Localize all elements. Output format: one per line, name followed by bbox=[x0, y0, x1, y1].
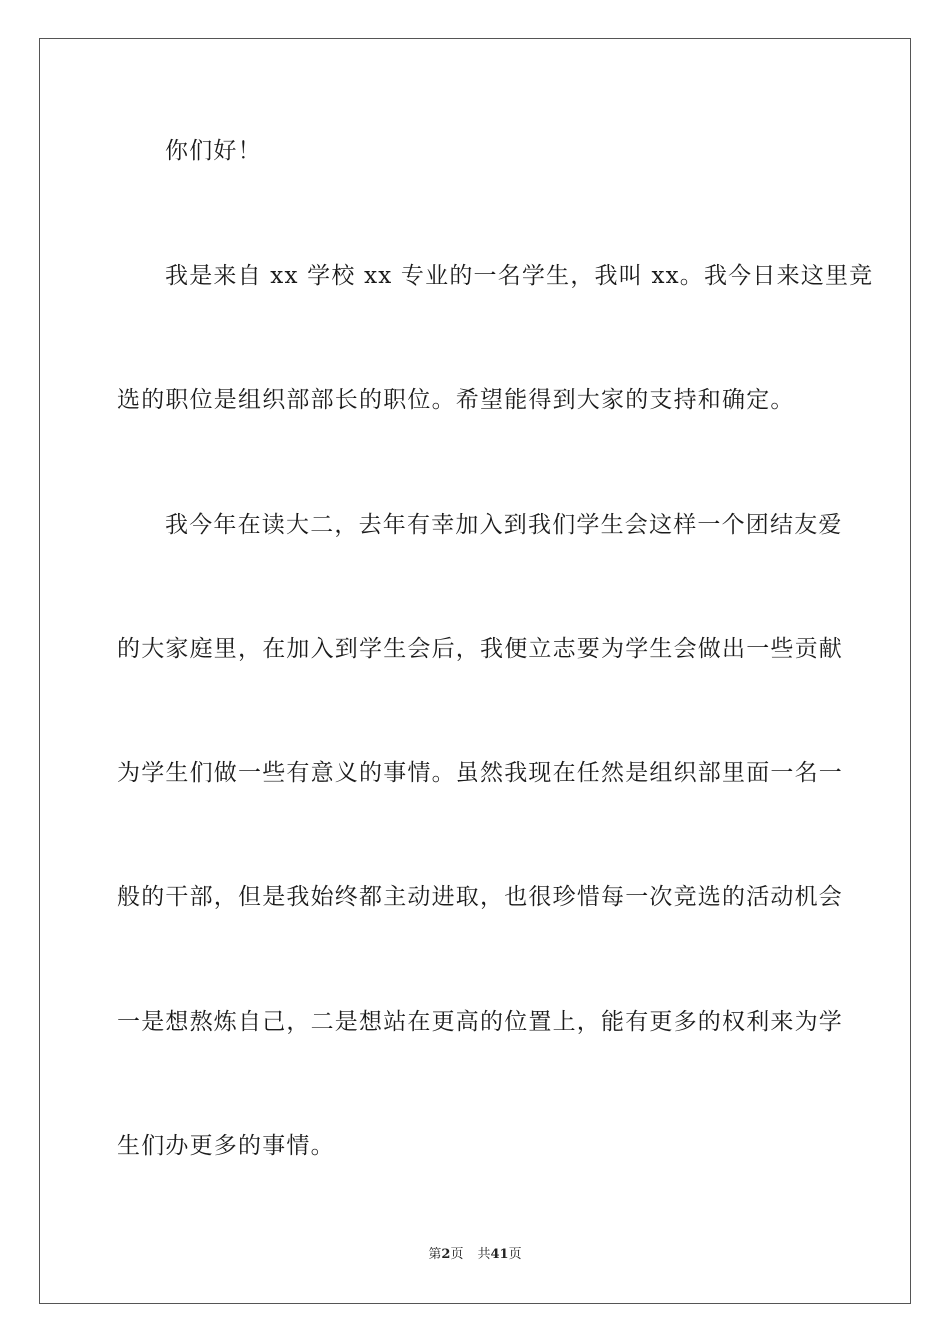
page-border bbox=[39, 38, 911, 1304]
paragraph-1-line-1: 我是来自 xx 学校 xx 专业的一名学生，我叫 xx。我今日来这里竞 bbox=[165, 263, 874, 289]
paragraph-2-line-1: 我今年在读大二，去年有幸加入到我们学生会这样一个团结友爱 bbox=[165, 512, 843, 538]
paragraph-2-line-3: 为学生们做一些有意义的事情。虽然我现在任然是组织部里面一名一 bbox=[117, 760, 843, 786]
paragraph-2-line-4: 般的干部，但是我始终都主动进取，也很珍惜每一次竞选的活动机会 bbox=[117, 884, 843, 910]
page-total-count: 41 bbox=[490, 1247, 509, 1262]
page-total-prefix: 共 bbox=[477, 1247, 491, 1262]
page-total-suffix: 页 bbox=[508, 1247, 522, 1262]
paragraph-1-line-2: 选的职位是组织部部长的职位。希望能得到大家的支持和确定。 bbox=[117, 387, 795, 413]
page-number-current: 2 bbox=[441, 1247, 451, 1262]
page-number-prefix: 第 bbox=[428, 1247, 442, 1262]
greeting-line: 你们好！ bbox=[165, 138, 262, 164]
paragraph-2-line-5: 一是想熬炼自己，二是想站在更高的位置上，能有更多的权利来为学 bbox=[117, 1009, 843, 1035]
page-number-suffix: 页 bbox=[450, 1247, 464, 1262]
paragraph-2-line-6: 生们办更多的事情。 bbox=[117, 1133, 335, 1159]
page-footer bbox=[0, 1246, 950, 1264]
paragraph-2-line-2: 的大家庭里，在加入到学生会后，我便立志要为学生会做出一些贡献 bbox=[117, 636, 843, 662]
